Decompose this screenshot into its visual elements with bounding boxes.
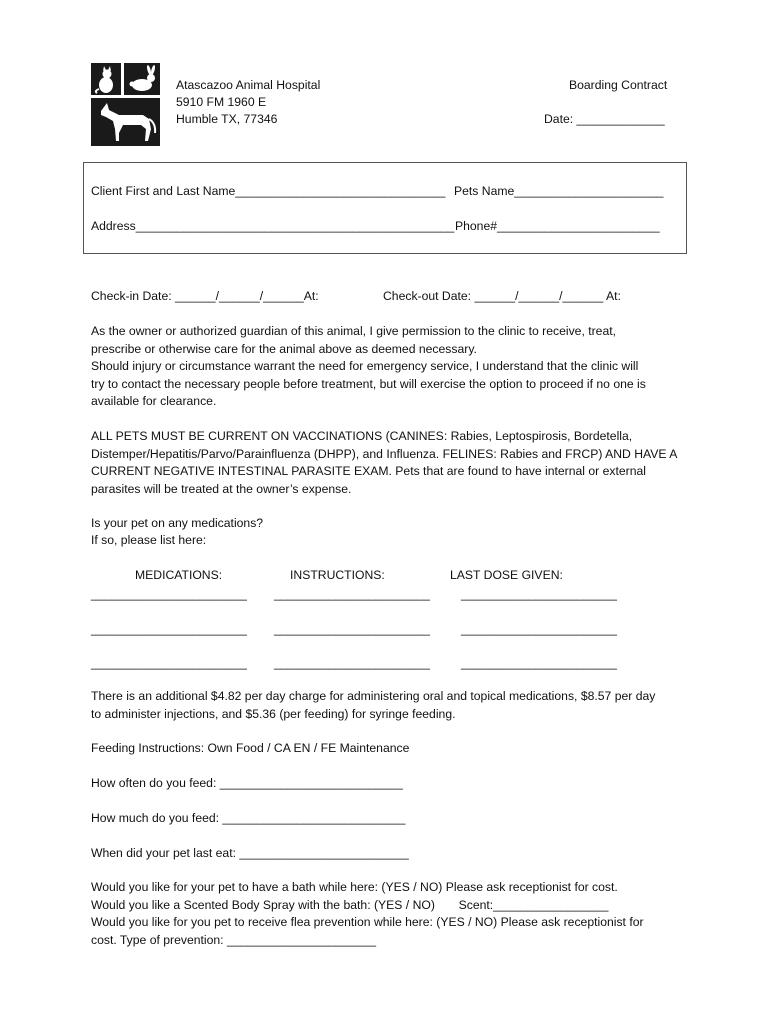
last-dose-blank[interactable]: _______________________ <box>461 587 617 601</box>
consent-line: Should injury or circumstance warrant the need for emergency service, I understand that the clinic will <box>91 359 639 373</box>
instruction-blank[interactable]: _______________________ <box>274 587 430 601</box>
last-dose-blank[interactable]: _______________________ <box>461 656 617 670</box>
date-field[interactable]: Date: _____________ <box>544 112 665 126</box>
charges-line: There is an additional $4.82 per day charge for administering oral and topical medications, $8.57 per day <box>91 689 656 703</box>
client-info-box <box>83 162 687 254</box>
medications-list-prompt: If so, please list here: <box>91 533 207 547</box>
instruction-blank[interactable]: _______________________ <box>274 656 430 670</box>
address-field[interactable]: Address_______________________________________________ <box>91 219 455 233</box>
vaccination-line: parasites will be treated at the owner’s expense. <box>91 481 352 496</box>
vaccination-line: Distemper/Hepatitis/Parvo/Parainfluenza (DHPP), and Influenza. FELINES: Rabies and FRCP) AND HAVE A <box>91 446 678 461</box>
medication-blank[interactable]: _______________________ <box>91 622 247 636</box>
bath-question: Would you like for your pet to have a bath while here: (YES / NO) Please ask receptionist for cost. <box>91 880 618 894</box>
consent-line: prescribe or otherwise care for the animal above as deemed necessary. <box>91 341 477 356</box>
vaccination-line: CURRENT NEGATIVE INTESTINAL PARASITE EXAM. Pets that are found to have internal or external <box>91 464 646 478</box>
consent-line: available for clearance. <box>91 394 217 408</box>
feed-frequency-field[interactable]: How often do you feed: ___________________________ <box>91 776 403 790</box>
instructions-column-header: INSTRUCTIONS: <box>290 568 385 582</box>
pets-name-field[interactable]: Pets Name______________________ <box>454 184 664 198</box>
checkout-date-field[interactable]: Check-out Date: ______/______/______ At: <box>383 289 621 303</box>
charges-line: to administer injections, and $5.36 (per feeding) for syringe feeding. <box>91 706 456 721</box>
last-dose-blank[interactable]: _______________________ <box>461 622 617 636</box>
client-name-field[interactable]: Client First and Last Name_______________________________ <box>91 184 446 198</box>
medication-blank[interactable]: _______________________ <box>91 656 247 670</box>
consent-line: As the owner or authorized guardian of this animal, I give permission to the clinic to receive, treat, <box>91 324 617 338</box>
prevention-type-field[interactable]: cost. Type of prevention: ______________________ <box>91 932 377 947</box>
feed-amount-field[interactable]: How much do you feed: ___________________________ <box>91 811 406 825</box>
flea-prevention-question: Would you like for you pet to receive flea prevention while here: (YES / NO) Please ask receptionist for <box>91 915 644 929</box>
last-meal-field[interactable]: When did your pet last eat: _________________________ <box>91 846 409 860</box>
instruction-blank[interactable]: _______________________ <box>274 622 430 636</box>
hospital-address-line1: 5910 FM 1960 E <box>176 95 267 109</box>
body-spray-question: Would you like a Scented Body Spray with the bath: (YES / NO) Scent:_________________ <box>91 897 609 912</box>
vaccination-line: ALL PETS MUST BE CURRENT ON VACCINATIONS (CANINES: Rabies, Leptospirosis, Bordetella, <box>91 429 633 443</box>
consent-line: try to contact the necessary people before treatment, but will exercise the option to proceed if no one is <box>91 376 646 391</box>
feeding-instructions: Feeding Instructions: Own Food / CA EN / FE Maintenance <box>91 741 410 755</box>
medications-column-header: MEDICATIONS: <box>135 568 223 582</box>
medication-blank[interactable]: _______________________ <box>91 587 247 601</box>
hospital-address-line2: Humble TX, 77346 <box>176 112 278 126</box>
checkin-date-field[interactable]: Check-in Date: ______/______/______At: <box>91 289 319 303</box>
hospital-logo <box>91 63 160 146</box>
form-title: Boarding Contract <box>569 78 668 92</box>
last-dose-column-header: LAST DOSE GIVEN: <box>450 568 563 582</box>
hospital-name: Atascazoo Animal Hospital <box>176 78 321 92</box>
medications-question: Is your pet on any medications? <box>91 516 264 530</box>
phone-field[interactable]: Phone#________________________ <box>455 219 660 233</box>
